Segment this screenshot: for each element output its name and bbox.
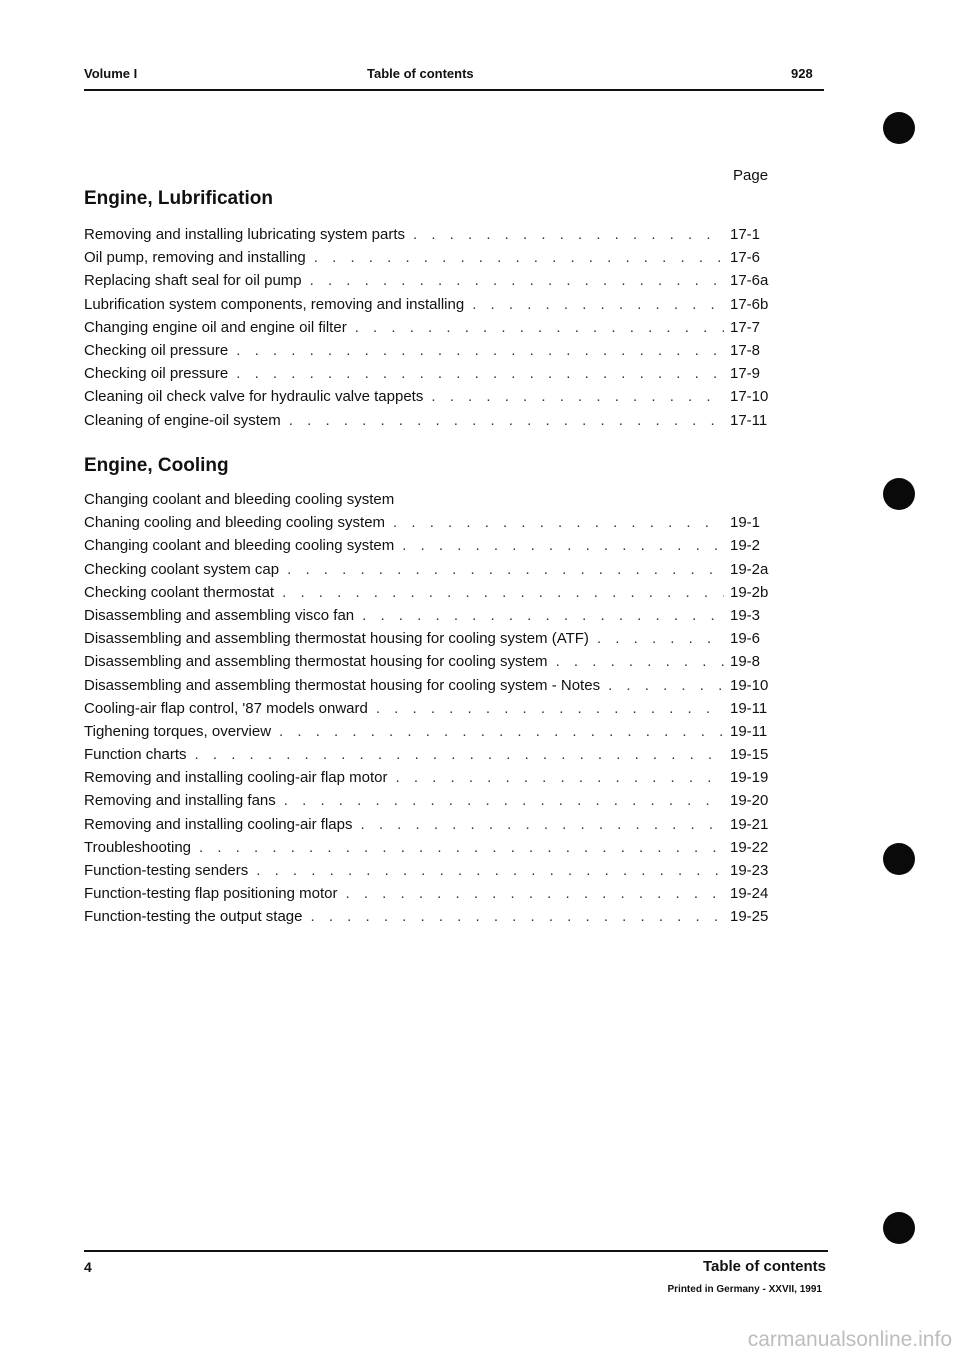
toc-entry — [84, 720, 774, 743]
toc-entry-page: 19-10 — [730, 676, 769, 694]
toc-dot-leader — [396, 766, 725, 789]
toc-dot-leader — [236, 339, 724, 362]
toc-dot-leader — [279, 720, 724, 743]
toc-entry-title: Cooling-air flap control, '87 models onward — [84, 699, 368, 717]
toc-dot-leader — [310, 269, 724, 292]
toc-entry — [84, 339, 774, 362]
toc-entry-title: Disassembling and assembling thermostat housing for cooling system (ATF) — [84, 630, 589, 648]
header-model: 928 — [791, 66, 813, 81]
toc-entry-page: 19-11 — [730, 722, 768, 740]
toc-dot-leader — [376, 697, 724, 720]
toc-entry-title: Removing and installing cooling-air flaps — [84, 815, 353, 833]
toc-dot-leader — [431, 385, 724, 408]
toc-entry — [84, 743, 774, 766]
toc-dot-leader — [355, 316, 724, 339]
toc-entry-page: 17-7 — [730, 318, 761, 336]
toc-entry-title: Checking oil pressure — [84, 365, 229, 383]
toc-entry — [84, 362, 774, 385]
toc-entry-page: 17-9 — [730, 365, 761, 383]
toc-entry — [84, 813, 774, 836]
toc-entry-page: 19-20 — [730, 792, 769, 810]
toc-dot-leader — [282, 581, 724, 604]
toc-entry — [84, 650, 774, 673]
binder-hole-3 — [883, 843, 915, 875]
toc-dot-leader — [402, 534, 724, 557]
toc-entry-page: 17-6 — [730, 249, 761, 267]
toc-entry-title: Checking coolant thermostat — [84, 583, 275, 601]
toc-entry-title: Replacing shaft seal for oil pump — [84, 272, 302, 290]
toc-entry — [84, 223, 774, 246]
toc-dot-leader — [608, 674, 724, 697]
toc-entry-title: Function-testing senders — [84, 862, 249, 879]
toc-entry — [84, 859, 774, 882]
toc-entry-title: Changing coolant and bleeding cooling system — [84, 491, 395, 508]
toc-entry-page: 19-19 — [730, 769, 769, 787]
toc-entry — [84, 836, 774, 859]
toc-dot-leader — [310, 905, 724, 928]
toc-entry-title: Checking oil pressure — [84, 341, 229, 359]
toc-entry — [84, 385, 774, 408]
header-rule — [84, 89, 824, 91]
toc-entry — [84, 293, 774, 316]
binder-hole-2 — [883, 478, 915, 510]
toc-entry-page: 19-24 — [730, 885, 769, 903]
toc-dot-leader — [195, 743, 724, 766]
toc-dot-leader — [597, 627, 724, 650]
toc-entry — [84, 581, 774, 604]
toc-dot-leader — [345, 882, 724, 905]
toc-entry-page: 17-10 — [730, 388, 769, 406]
toc-entry — [84, 789, 774, 812]
toc-dot-leader — [472, 293, 724, 316]
toc-entry-page: 19-21 — [730, 815, 769, 833]
toc-entry — [84, 534, 774, 557]
toc-dot-leader — [393, 511, 724, 534]
section-title-cooling: Engine, Cooling — [84, 455, 229, 476]
toc-entry-page: 17-11 — [730, 411, 768, 429]
toc-entry-page: 19-1 — [730, 514, 761, 532]
binder-hole-4 — [883, 1212, 915, 1244]
toc-entry — [84, 409, 774, 432]
header-title: Table of contents — [367, 66, 474, 81]
header-volume: Volume I — [84, 66, 138, 81]
toc-entry-title: Tighening torques, overview — [84, 722, 272, 740]
toc-entry-page: 19-2a — [730, 560, 769, 578]
toc-entry-page: 19-3 — [730, 606, 761, 624]
toc-dot-leader — [256, 859, 724, 882]
toc-dot-leader — [199, 836, 724, 859]
toc-cooling — [84, 488, 774, 929]
toc-entry-title: Removing and installing cooling-air flap motor — [84, 769, 388, 787]
toc-entry-page: 19-11 — [730, 699, 768, 717]
binder-hole-1 — [883, 112, 915, 144]
toc-entry — [84, 558, 774, 581]
toc-entry-title: Function charts — [84, 746, 187, 764]
toc-entry-title: Disassembling and assembling thermostat housing for cooling system — [84, 653, 548, 671]
toc-entry — [84, 511, 774, 534]
toc-entry — [84, 766, 774, 789]
toc-entry-title: Disassembling and assembling thermostat housing for cooling system - Notes — [84, 676, 601, 694]
toc-entry-title: Chaning cooling and bleeding cooling system — [84, 514, 386, 532]
toc-entry — [84, 316, 774, 339]
footer-rule — [84, 1250, 828, 1252]
toc-entry — [84, 905, 774, 928]
toc-entry-page: 17-6a — [730, 272, 769, 290]
toc-entry — [84, 674, 774, 697]
toc-entry-page: 17-1 — [730, 226, 761, 243]
toc-entry-title: Changing engine oil and engine oil filter — [84, 318, 347, 336]
toc-lubrication — [84, 223, 774, 432]
toc-entry-title: Troubleshooting — [84, 838, 192, 856]
toc-entry-title: Lubrification system components, removing and installing — [84, 295, 465, 313]
toc-entry-page: 19-23 — [730, 862, 769, 879]
toc-entry-page: 19-2b — [730, 583, 769, 601]
toc-entry-title: Disassembling and assembling visco fan — [84, 606, 355, 624]
toc-dot-leader — [314, 246, 724, 269]
toc-dot-leader — [236, 362, 724, 385]
toc-dot-leader — [413, 223, 724, 246]
toc-entry-title: Oil pump, removing and installing — [84, 249, 306, 267]
toc-dot-leader — [289, 409, 724, 432]
toc-entry — [84, 246, 774, 269]
toc-entry-page: 19-2 — [730, 537, 761, 555]
toc-dot-leader — [362, 604, 724, 627]
toc-entry-page: 19-15 — [730, 746, 769, 764]
toc-entry-title: Removing and installing fans — [84, 792, 276, 810]
toc-entry — [84, 269, 774, 292]
page-column-label: Page — [733, 167, 769, 184]
toc-dot-leader — [287, 558, 724, 581]
footer-printed-note: Printed in Germany - XXVII, 1991 — [667, 1284, 822, 1295]
toc-entry-page: 19-8 — [730, 653, 761, 671]
toc-entry-title: Function-testing flap positioning motor — [84, 885, 338, 903]
watermark: carmanualsonline.info — [747, 1328, 952, 1351]
toc-entry-title: Function-testing the output stage — [84, 908, 303, 926]
toc-entry-page: 19-22 — [730, 838, 769, 856]
toc-entry-title: Removing and installing lubricating system parts — [84, 226, 405, 243]
toc-dot-leader — [284, 789, 724, 812]
toc-entry-page: 17-6b — [730, 295, 769, 313]
toc-entry — [84, 488, 774, 511]
toc-entry — [84, 604, 774, 627]
section-title-lubrication: Engine, Lubrification — [84, 188, 273, 209]
toc-dot-leader — [360, 813, 724, 836]
toc-entry-page: 19-25 — [730, 908, 769, 926]
footer-title: Table of contents — [702, 1258, 826, 1275]
toc-entry-title: Changing coolant and bleeding cooling system — [84, 537, 395, 555]
toc-entry — [84, 697, 774, 720]
toc-entry — [84, 627, 774, 650]
toc-dot-leader — [556, 650, 724, 673]
toc-entry-title: Cleaning of engine-oil system — [84, 411, 281, 429]
toc-entry-page: 19-6 — [730, 630, 761, 648]
toc-entry — [84, 882, 774, 905]
toc-entry-page: 17-8 — [730, 341, 761, 359]
toc-entry-title: Cleaning oil check valve for hydraulic valve tappets — [84, 388, 424, 406]
footer-page-number: 4 — [84, 1259, 92, 1275]
toc-entry-title: Checking coolant system cap — [84, 560, 280, 578]
